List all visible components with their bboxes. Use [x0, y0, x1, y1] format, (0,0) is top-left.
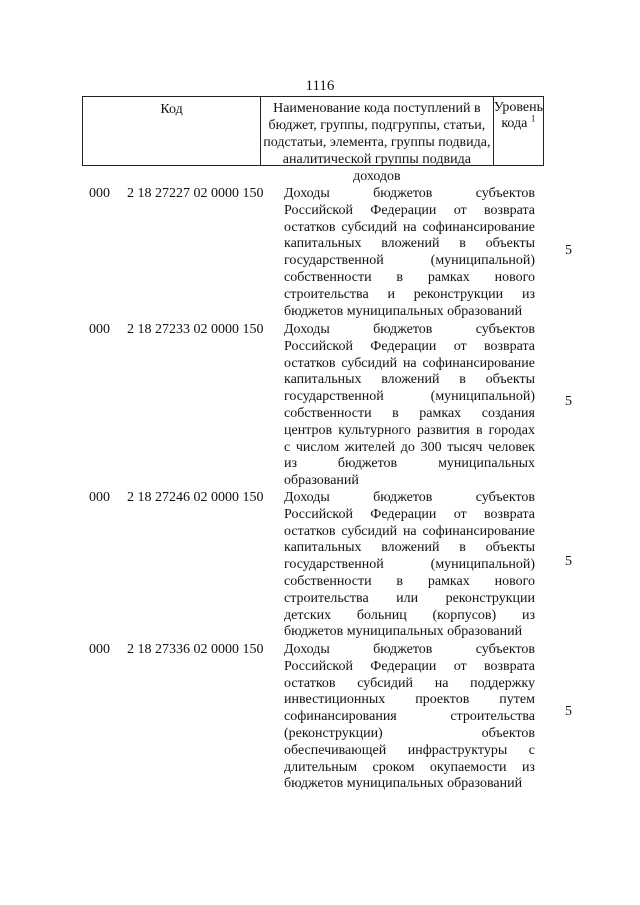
description-line [284, 220, 535, 237]
header-code-column: Код [83, 97, 261, 165]
description-word: обеспечивающей [284, 742, 387, 758]
description-word: проектов [415, 692, 470, 708]
income-code: 2 18 27336 02 0000 150 [127, 642, 264, 657]
code-level: 5 [565, 554, 572, 569]
description-word: Российской [284, 658, 353, 674]
description-word: бюджетов [337, 456, 398, 472]
description-word: софинансирование [422, 523, 535, 539]
description-word: нового [494, 573, 535, 589]
description-word: тысяч [447, 439, 483, 455]
description-word: объектов [481, 725, 535, 741]
description-word: государственной [284, 557, 384, 573]
description-word: бюджетов [373, 322, 433, 337]
income-code: 2 18 27246 02 0000 150 [127, 490, 264, 505]
description-word: реконструкции [445, 590, 535, 606]
description-word: создания [481, 405, 535, 421]
description-word: Российской [284, 338, 353, 354]
description-word: окупаемости [429, 759, 507, 775]
admin-code: 000 [89, 642, 110, 657]
income-description [284, 642, 535, 793]
description-word: в [459, 540, 466, 556]
description-line [284, 356, 535, 373]
description-word: рамках [427, 573, 470, 589]
description-word: субъектов [475, 490, 535, 505]
header-level-line [494, 113, 543, 132]
description-word: культурного [338, 422, 411, 438]
description-word: с [284, 439, 291, 455]
description-word: субъектов [475, 186, 535, 201]
description-word: от [453, 202, 467, 218]
description-line [284, 540, 535, 557]
description-line [284, 423, 535, 440]
description-line [284, 642, 535, 659]
description-word: из [284, 456, 298, 472]
header-name-line: Наименование кода поступлений в [273, 101, 481, 116]
header-level-line: Уровень [493, 100, 543, 115]
description-line [284, 270, 535, 287]
description-word: софинансирование [422, 355, 535, 371]
header-name-column [261, 97, 494, 184]
income-description [284, 186, 535, 320]
description-line [284, 709, 535, 726]
description-word: детских [284, 607, 332, 623]
description-line [284, 253, 535, 270]
header-level-word: кода [501, 116, 528, 131]
description-word: бюджетов [373, 642, 433, 657]
page-number: 1116 [305, 78, 335, 94]
description-word: числом [295, 439, 340, 455]
description-word: строительства [450, 709, 535, 725]
description-word: софинансирование [422, 219, 535, 235]
description-word: строительства [284, 590, 369, 606]
description-line [284, 760, 535, 777]
admin-code: 000 [89, 490, 110, 505]
header-name-line: бюджет, группы, подгруппы, статьи, [268, 118, 486, 133]
description-word: в [459, 236, 466, 252]
description-word: жителей [344, 439, 396, 455]
description-line [284, 608, 535, 625]
description-line [284, 389, 535, 406]
description-word: вложений [381, 540, 440, 556]
description-word: Российской [284, 202, 353, 218]
description-word: капитальных [284, 236, 362, 252]
description-word: остатков [284, 675, 336, 691]
description-word: реконструкции [413, 286, 504, 302]
description-word: бюджетов [373, 186, 433, 201]
description-word: субсидий [341, 523, 398, 539]
description-line [284, 236, 535, 253]
description-word: на [402, 355, 417, 371]
description-word: с [528, 742, 535, 758]
description-word: от [453, 658, 467, 674]
description-word: на [402, 219, 417, 235]
description-word: собственности [284, 573, 372, 589]
description-line: бюджетов муниципальных образований [284, 624, 523, 640]
description-word: развития [416, 422, 470, 438]
description-word: Федерации [370, 338, 437, 354]
description-word: строительства [284, 286, 369, 302]
description-word: возврата [483, 506, 535, 522]
description-word: остатков [284, 355, 336, 371]
description-word: Доходы [284, 186, 330, 201]
description-word: Доходы [284, 490, 330, 505]
description-line [284, 676, 535, 693]
description-word: нового [494, 269, 535, 285]
description-line [284, 692, 535, 709]
description-word: от [453, 506, 467, 522]
description-word: объекты [485, 540, 535, 556]
description-word: государственной [284, 253, 384, 269]
header-name-line: подстатьи, элемента, группы подвида, [263, 135, 491, 150]
description-word: собственности [284, 269, 372, 285]
description-line [284, 203, 535, 220]
description-word: 300 [420, 439, 442, 455]
description-word: из [521, 286, 535, 302]
description-word: человек [488, 439, 535, 455]
description-word: на [434, 675, 449, 691]
description-word: из [521, 607, 535, 623]
description-word: инвестиционных [284, 692, 386, 708]
description-word: на [402, 523, 417, 539]
description-word: капитальных [284, 540, 362, 556]
description-word: субсидий [357, 675, 414, 691]
description-word: поддержку [470, 675, 535, 691]
description-word: длительным [284, 759, 358, 775]
description-word: (муниципальной) [430, 389, 535, 405]
description-word: (реконструкции) [284, 725, 383, 741]
admin-code: 000 [89, 322, 110, 337]
description-word: инфраструктуры [407, 742, 508, 758]
description-line [284, 287, 535, 304]
header-level-column [494, 97, 543, 165]
description-line [284, 372, 535, 389]
description-line [284, 557, 535, 574]
income-code: 2 18 27233 02 0000 150 [127, 322, 264, 337]
description-line [284, 440, 535, 457]
description-line: бюджетов муниципальных образований [284, 776, 523, 792]
code-level: 5 [565, 704, 572, 719]
description-line [284, 456, 535, 473]
description-word: Федерации [370, 658, 437, 674]
description-word: государственной [284, 389, 384, 405]
description-word: бюджетов [373, 490, 433, 505]
description-word: остатков [284, 523, 336, 539]
code-level: 5 [565, 394, 572, 409]
description-word: Доходы [284, 322, 330, 337]
description-word: субъектов [475, 322, 535, 337]
description-word: путем [499, 692, 535, 708]
description-line [284, 524, 535, 541]
description-word: вложений [381, 236, 440, 252]
description-line [284, 507, 535, 524]
description-word: субсидий [341, 219, 398, 235]
description-word: муниципальных [438, 456, 535, 472]
description-word: остатков [284, 219, 336, 235]
description-word: и [387, 286, 395, 302]
description-word: капитальных [284, 372, 362, 388]
description-word: больниц [356, 607, 407, 623]
description-word: Федерации [370, 506, 437, 522]
description-line: бюджетов муниципальных образований [284, 303, 523, 319]
description-word: Доходы [284, 642, 330, 657]
admin-code: 000 [89, 186, 110, 201]
description-word: в [392, 405, 399, 421]
description-word: из [521, 759, 535, 775]
description-word: городах [488, 422, 535, 438]
description-word: софинансирования [284, 709, 397, 725]
description-word: объекты [485, 236, 535, 252]
header-name-line: аналитической группы подвида доходов [282, 152, 471, 184]
description-word: или [396, 590, 419, 606]
income-code: 2 18 27227 02 0000 150 [127, 186, 264, 201]
description-word: рамках [427, 269, 470, 285]
description-line [284, 186, 535, 203]
description-line [284, 726, 535, 743]
description-word: возврата [483, 202, 535, 218]
income-description [284, 322, 535, 490]
description-line [284, 339, 535, 356]
description-word: рамках [419, 405, 462, 421]
description-line [284, 743, 535, 760]
description-word: центров [284, 422, 333, 438]
description-line [284, 490, 535, 507]
description-word: возврата [483, 338, 535, 354]
description-word: субъектов [475, 642, 535, 657]
description-word: Российской [284, 506, 353, 522]
description-word: вложений [381, 372, 440, 388]
description-line [284, 406, 535, 423]
description-word: возврата [483, 658, 535, 674]
description-word: субсидий [341, 355, 398, 371]
description-word: объекты [485, 372, 535, 388]
description-word: в [475, 422, 483, 438]
description-word: в [459, 372, 466, 388]
description-line [284, 659, 535, 676]
table-header [82, 96, 544, 184]
description-word: Федерации [370, 202, 437, 218]
description-word: сроком [372, 759, 415, 775]
description-word: (муниципальной) [430, 253, 535, 269]
code-level: 5 [565, 243, 572, 258]
description-line [284, 591, 535, 608]
description-word: (корпусов) [432, 607, 497, 623]
description-line [284, 322, 535, 339]
income-description [284, 490, 535, 641]
description-word: в [396, 573, 404, 589]
description-word: от [453, 338, 467, 354]
description-word: собственности [284, 405, 372, 421]
description-line [284, 574, 535, 591]
footnote-marker: 1 [530, 113, 536, 124]
description-word: (муниципальной) [430, 557, 535, 573]
description-line: образований [284, 473, 359, 489]
description-word: до [400, 439, 415, 455]
description-word: в [396, 269, 404, 285]
